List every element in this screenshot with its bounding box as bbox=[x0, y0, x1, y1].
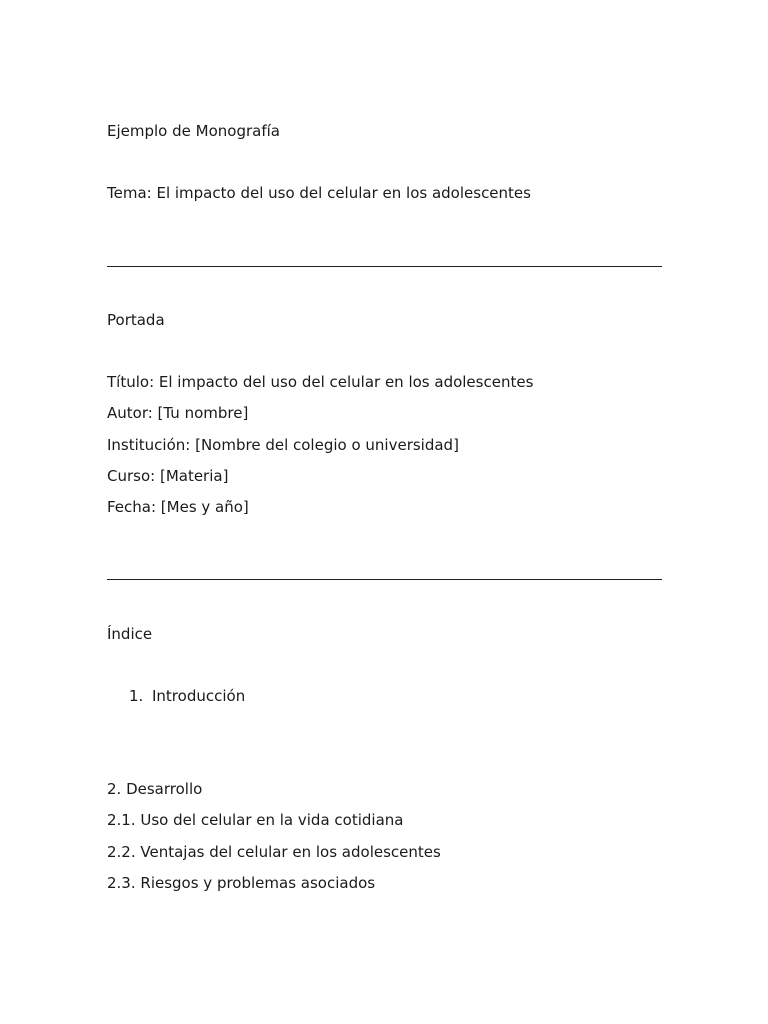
cover-date-field: Fecha: [Mes y año] bbox=[107, 498, 249, 516]
index-heading: Índice bbox=[107, 625, 153, 643]
cover-heading: Portada bbox=[107, 311, 165, 329]
section-divider bbox=[107, 579, 662, 580]
section-divider bbox=[107, 266, 662, 267]
cover-course-field: Curso: [Materia] bbox=[107, 467, 229, 485]
index-list-item bbox=[129, 686, 245, 706]
cover-title-field: Título: El impacto del uso del celular en los adolescentes bbox=[107, 373, 534, 391]
topic-line: Tema: El impacto del uso del celular en los adolescentes bbox=[107, 184, 531, 202]
index-item-desarrollo: 2. Desarrollo bbox=[107, 780, 203, 798]
cover-author-field: Autor: [Tu nombre] bbox=[107, 404, 249, 422]
list-item-number: 1. bbox=[129, 687, 144, 705]
index-item: 2.3. Riesgos y problemas asociados bbox=[107, 874, 376, 892]
list-item-label: Introducción bbox=[152, 687, 246, 705]
cover-institution-field: Institución: [Nombre del colegio o universidad] bbox=[107, 436, 459, 454]
document-title: Ejemplo de Monografía bbox=[107, 122, 280, 140]
index-item: 2.2. Ventajas del celular en los adolescentes bbox=[107, 843, 441, 861]
index-item: 2.1. Uso del celular en la vida cotidiana bbox=[107, 811, 404, 829]
